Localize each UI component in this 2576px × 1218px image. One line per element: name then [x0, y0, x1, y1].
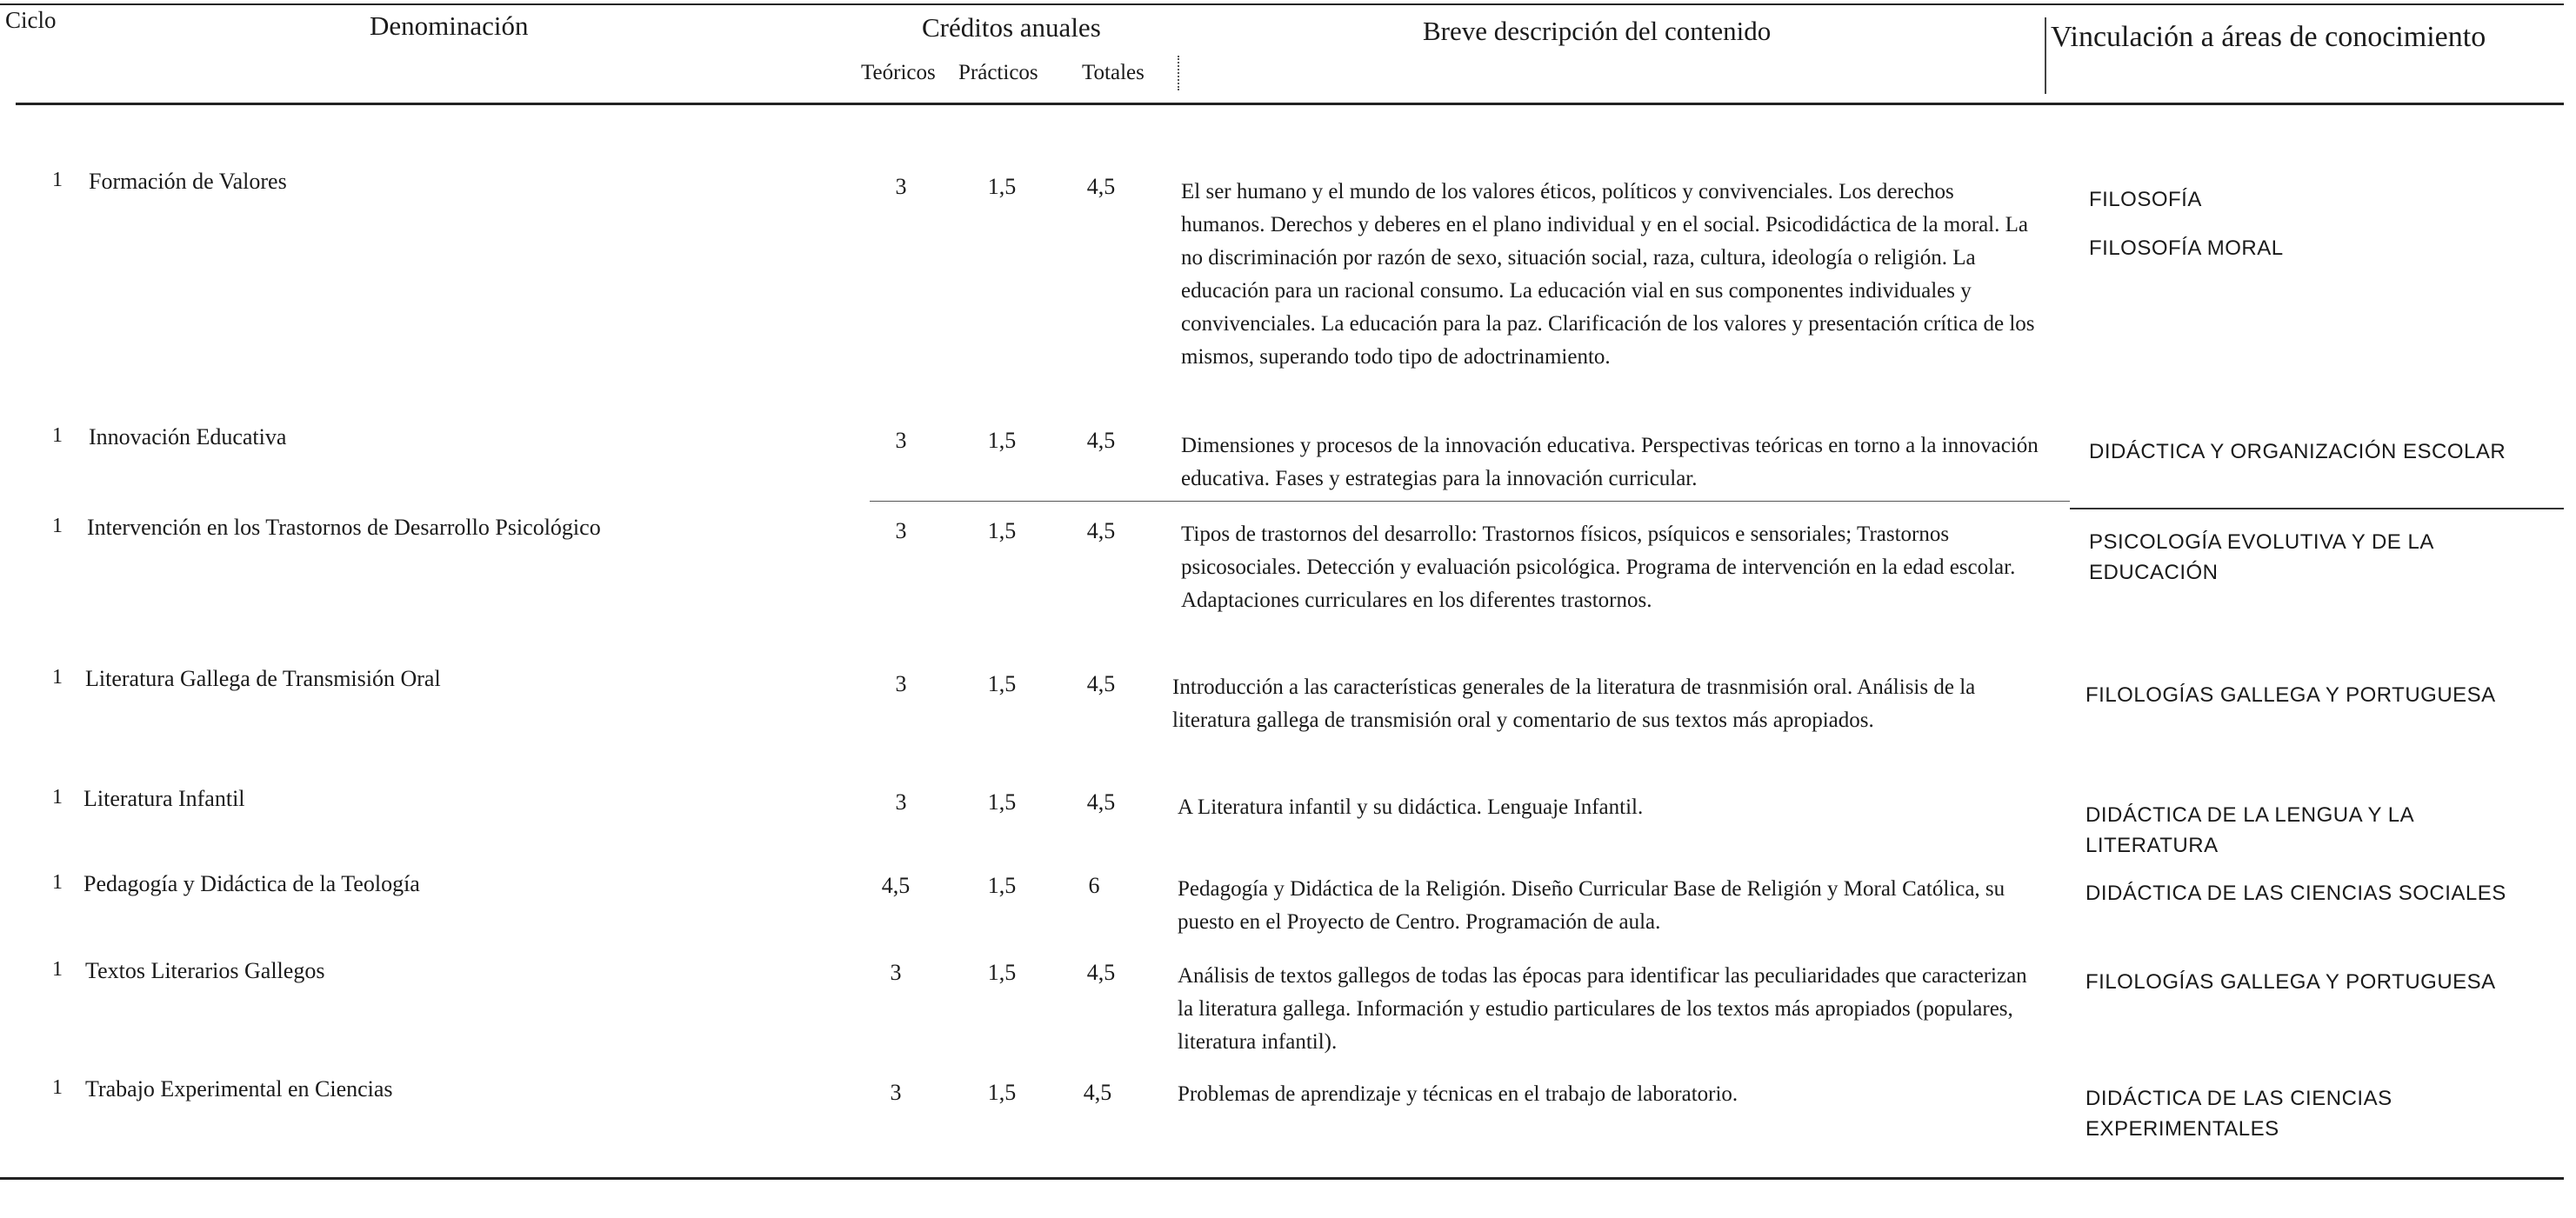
header-descripcion: Breve descripción del contenido — [1423, 16, 1772, 46]
cell-totales: 4,5 — [1083, 1080, 1112, 1105]
cell-ciclo: 1 — [52, 1076, 63, 1099]
cell-ciclo: 1 — [52, 871, 63, 894]
cell-teoricos: 3 — [895, 174, 907, 199]
cell-descripcion: Introducción a las características generales de la literatura de trasnmisión oral. Análisis de la literatura gallega de transmisión oral y comentario de sus textos más apropiados. — [1172, 676, 1976, 732]
header-ciclo: Ciclo — [5, 7, 57, 33]
cell-denominacion: Formación de Valores — [89, 169, 287, 194]
cell-ciclo: 1 — [52, 958, 63, 981]
cell-descripcion: A Literatura infantil y su didáctica. Lenguaje Infantil. — [1178, 795, 1644, 819]
cell-teoricos: 4,5 — [881, 873, 911, 898]
cell-area: FILOLOGÍAS GALLEGA Y PORTUGUESA — [2085, 683, 2496, 707]
cell-area: DIDÁCTICA DE LAS CIENCIAS EXPERIMENTALES — [2085, 1087, 2392, 1141]
cell-area: FILOLOGÍAS GALLEGA Y PORTUGUESA — [2085, 970, 2496, 994]
header-dotted-divider — [1178, 56, 1179, 90]
header-vertical-divider — [2045, 17, 2046, 94]
cell-area: DIDÁCTICA DE LAS CIENCIAS SOCIALES — [2085, 882, 2506, 905]
cell-area: FILOSOFÍA — [2089, 188, 2202, 211]
cell-totales: 4,5 — [1086, 671, 1116, 696]
cell-denominacion: Literatura Infantil — [83, 786, 245, 811]
header-creditos: Créditos anuales — [922, 12, 1101, 43]
cell-denominacion: Textos Literarios Gallegos — [85, 958, 325, 983]
cell-descripcion: El ser humano y el mundo de los valores éticos, políticos y convivenciales. Los derechos humanos. Derechos y deberes en el plano individual y en el social. Psicodidáctica de la moral. La no discriminación por razón de sexo, situación social, raza, cultura, ideología o religión. La educación para un racional consumo. La educación vial en sus componentes individuales y convivenciales. La educación para la paz. Clarificación de los valores y presentación crítica de los mismos, superando todo tipo de adoctrinamiento. — [1181, 180, 2035, 369]
cell-area: FILOSOFÍA MORAL — [2089, 236, 2284, 260]
cell-practicos: 1,5 — [987, 873, 1017, 898]
cell-totales: 6 — [1088, 873, 1100, 898]
header-vinculacion: Vinculación a áreas de conocimiento — [2051, 21, 2486, 53]
cell-ciclo: 1 — [52, 786, 63, 809]
cell-ciclo: 1 — [52, 169, 63, 191]
cell-practicos: 1,5 — [987, 671, 1017, 696]
cell-area: DIDÁCTICA Y ORGANIZACIÓN ESCOLAR — [2089, 440, 2506, 463]
cell-denominacion: Trabajo Experimental en Ciencias — [85, 1076, 393, 1102]
cell-descripcion: Tipos de trastornos del desarrollo: Trastornos físicos, psíquicos e sensoriales; Trastornos psicosociales. Detección y evaluación psicológica. Programa de intervención en la edad escolar. Adaptaciones curriculares en los diferentes trastornos. — [1181, 522, 2016, 612]
cell-denominacion: Innovación Educativa — [89, 424, 287, 449]
cell-descripcion: Análisis de textos gallegos de todas las épocas para identificar las peculiaridades que caracterizan la literatura gallega. Información y estudio particulares de los textos más apropiados (populares, literatura infantil). — [1178, 964, 2027, 1054]
cell-teoricos: 3 — [890, 1080, 902, 1105]
cell-teoricos: 3 — [895, 671, 907, 696]
cell-teoricos: 3 — [895, 428, 907, 453]
cell-denominacion: Pedagogía y Didáctica de la Teología — [83, 871, 420, 896]
cell-ciclo: 1 — [52, 515, 63, 537]
cell-descripcion: Pedagogía y Didáctica de la Religión. Diseño Curricular Base de Religión y Moral Católica, su puesto en el Proyecto de Centro. Programación de aula. — [1178, 877, 2005, 934]
cell-descripcion: Dimensiones y procesos de la innovación educativa. Perspectivas teóricas en torno a la innovación educativa. Fases y estrategias para la innovación curricular. — [1181, 434, 2039, 490]
cell-practicos: 1,5 — [987, 960, 1017, 985]
cell-descripcion: Problemas de aprendizaje y técnicas en el trabajo de laboratorio. — [1178, 1082, 1738, 1106]
cell-totales: 4,5 — [1086, 518, 1116, 543]
cell-practicos: 1,5 — [987, 518, 1017, 543]
cell-practicos: 1,5 — [987, 789, 1017, 815]
cell-ciclo: 1 — [52, 666, 63, 689]
cell-practicos: 1,5 — [987, 174, 1017, 199]
header-denominacion: Denominación — [370, 10, 529, 41]
cell-teoricos: 3 — [890, 960, 902, 985]
header-totales: Totales — [1082, 61, 1145, 84]
header-rule — [16, 103, 2564, 105]
cell-totales: 4,5 — [1086, 428, 1116, 453]
cell-denominacion: Literatura Gallega de Transmisión Oral — [85, 666, 441, 691]
cell-teoricos: 3 — [895, 789, 907, 815]
cell-totales: 4,5 — [1086, 174, 1116, 199]
cell-practicos: 1,5 — [987, 428, 1017, 453]
header-practicos: Prácticos — [958, 61, 1038, 84]
cell-area: PSICOLOGÍA EVOLUTIVA Y DE LA EDUCACIÓN — [2089, 530, 2433, 584]
row-divider-right — [2070, 508, 2564, 509]
top-rule — [0, 3, 2564, 5]
cell-ciclo: 1 — [52, 424, 63, 447]
cell-practicos: 1,5 — [987, 1080, 1017, 1105]
cell-denominacion: Intervención en los Trastornos de Desarrollo Psicológico — [87, 515, 601, 540]
cell-area: DIDÁCTICA DE LA LENGUA Y LA LITERATURA — [2085, 803, 2413, 857]
header-teoricos: Teóricos — [861, 61, 936, 84]
row-divider — [870, 501, 2070, 502]
cell-totales: 4,5 — [1086, 960, 1116, 985]
cell-teoricos: 3 — [895, 518, 907, 543]
cell-totales: 4,5 — [1086, 789, 1116, 815]
bottom-rule — [0, 1177, 2564, 1180]
